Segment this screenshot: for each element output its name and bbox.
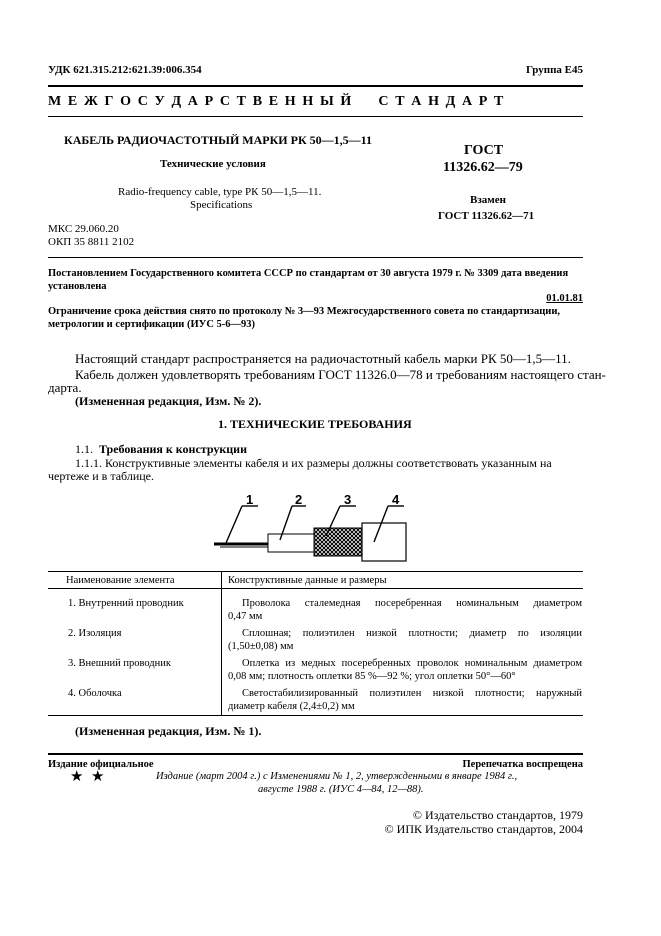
section-heading: 1. ТЕХНИЧЕСКИЕ ТРЕБОВАНИЯ bbox=[218, 417, 412, 431]
callout-4: 4 bbox=[392, 492, 400, 507]
star-icon: ★ ★ bbox=[70, 769, 105, 785]
edition-note-line1: Издание (март 2004 г.) с Изменениями № 1, 2, утвержденными в январе 1984 г., bbox=[156, 771, 518, 782]
gost-label: ГОСТ bbox=[464, 143, 504, 158]
top-rule bbox=[48, 85, 583, 87]
decree-line2: установлена bbox=[48, 281, 107, 292]
standard-title: КАБЕЛЬ РАДИОЧАСТОТНЫЙ МАРКИ РК 50—1,5—11 bbox=[64, 133, 373, 147]
english-title: Radio-frequency cable, type РК 50—1,5—11. bbox=[118, 186, 322, 198]
replaces-label: Взамен bbox=[470, 194, 506, 206]
decree-line1: Постановлением Государственного комитета СССР по стандартам от 30 августа 1979 г. № 3309 дата введения bbox=[48, 268, 569, 279]
callout-3: 3 bbox=[344, 492, 352, 507]
standard-band: М Е Ж Г О С У Д А Р С Т В Е Н Н Ы Й С Т А Н Д А Р Т bbox=[48, 94, 505, 109]
copyright-2004: © ИПК Издательство стандартов, 2004 bbox=[384, 822, 583, 836]
footer-rule bbox=[48, 753, 583, 755]
copyright-1979: © Издательство стандартов, 1979 bbox=[412, 808, 583, 822]
braid-shape bbox=[314, 528, 362, 556]
table-header-element: Наименование элемента bbox=[66, 575, 175, 586]
callout-1: 1 bbox=[246, 492, 254, 507]
title-rule bbox=[48, 257, 583, 258]
clause-number: 1.1. bbox=[75, 442, 93, 456]
cable-drawing bbox=[210, 490, 430, 565]
english-subtitle: Specifications bbox=[190, 199, 253, 211]
group-code: Группа Е45 bbox=[525, 64, 583, 76]
gost-number: 11326.62—79 bbox=[443, 160, 523, 175]
reprint-prohibited: Перепечатка воспрещена bbox=[462, 759, 583, 770]
udk-code: УДК 621.315.212:621.39:006.354 bbox=[48, 64, 202, 76]
replaces-value: ГОСТ 11326.62—71 bbox=[438, 210, 535, 222]
table-header-data: Конструктивные данные и размеры bbox=[228, 575, 387, 586]
standard-subtitle: Технические условия bbox=[160, 158, 266, 170]
subclause-line2: чертеже и в таблице. bbox=[48, 469, 155, 483]
intro-paragraph-2-end: дарта. bbox=[48, 380, 82, 395]
okp-code: ОКП 35 8811 2102 bbox=[48, 236, 135, 248]
effective-date: 01.01.81 bbox=[546, 293, 583, 304]
intro-amendment: (Измененная редакция, Изм. № 2). bbox=[75, 394, 262, 408]
subclause-line1: 1.1.1. Конструктивные элементы кабеля и их размеры должны соответствовать указанным на bbox=[75, 456, 552, 470]
jacket-shape bbox=[362, 523, 406, 561]
official-edition: Издание официальное bbox=[48, 759, 154, 770]
callout-2: 2 bbox=[295, 492, 303, 507]
limit-line1: Ограничение срока действия снято по протоколу № 3—93 Межгосударственного совета по стандартизации, bbox=[48, 306, 561, 317]
band-rule bbox=[48, 116, 583, 117]
mks-code: МКС 29.060.20 bbox=[48, 223, 119, 235]
intro-paragraph-2: Кабель должен удовлетворять требованиям ГОСТ 11326.0—78 и требованиям настоящего стан- bbox=[75, 367, 606, 382]
intro-paragraph-1: Настоящий стандарт распространяется на радиочастотный кабель марки РК 50—1,5—11. bbox=[75, 351, 571, 366]
limit-line2: метрологии и сертификации (ИУС 5-6—93) bbox=[48, 319, 256, 330]
edition-note-line2: августе 1988 г. (ИУС 4—84, 12—88). bbox=[258, 784, 424, 795]
insulation-shape bbox=[268, 534, 316, 552]
table-amendment: (Измененная редакция, Изм. № 1). bbox=[75, 724, 262, 738]
clause-title: Требования к конструкции bbox=[99, 442, 248, 456]
